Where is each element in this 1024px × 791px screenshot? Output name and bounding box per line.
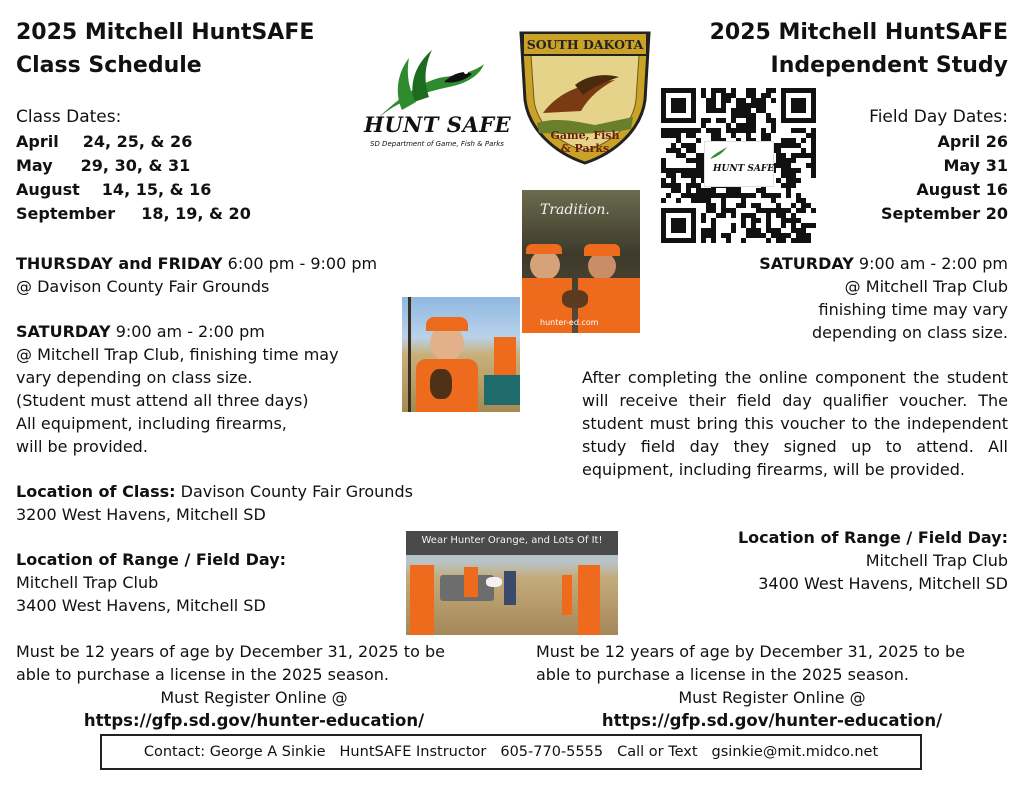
huntsafe-wordmark: HUNT SAFE	[364, 112, 512, 137]
weekday-time: 6:00 pm - 9:00 pm	[227, 254, 378, 273]
right-saturday-detail: depending on class size.	[811, 323, 1008, 342]
field-day-date: May 31	[943, 156, 1008, 175]
saturday-label: SATURDAY	[16, 322, 111, 341]
weekday-location: @ Davison County Fair Grounds	[16, 277, 270, 296]
class-location-address: 3200 West Havens, Mitchell SD	[16, 505, 266, 524]
orange-cap	[526, 244, 562, 254]
class-date-days: 24, 25, & 26	[82, 132, 193, 151]
class-date-month: April	[16, 132, 59, 151]
right-saturday-schedule	[759, 252, 1008, 275]
weekday-label: THURSDAY and FRIDAY	[16, 254, 223, 273]
left-range-address: 3400 West Havens, Mitchell SD	[16, 596, 266, 615]
orange-cap	[426, 317, 468, 331]
left-title-line2: Class Schedule	[16, 53, 202, 78]
class-date-month: August	[16, 180, 80, 199]
independent-study-paragraph: After completing the online component the student will receive their field day qualifier voucher. The student must bring this voucher to the independent study field day they signed up to attend. All equipment, including firearms, will be provided.	[582, 368, 1008, 479]
pheasant-icon	[709, 145, 729, 161]
contact-email[interactable]: gsinkie@mit.midco.net	[711, 744, 879, 760]
saturday-label: SATURDAY	[759, 254, 854, 273]
saturday-detail: All equipment, including firearms,	[16, 414, 287, 433]
qr-finder-square	[671, 98, 686, 113]
sd-gfp-bottom-text: Game, Fish & Parks	[550, 129, 620, 155]
left-register-url[interactable]: https://gfp.sd.gov/hunter-education/	[83, 711, 425, 730]
hunter-face	[588, 252, 616, 280]
right-title-line1: 2025 Mitchell HuntSAFE	[709, 20, 1008, 45]
youth-hunter-photo	[402, 297, 520, 412]
class-date-month: May	[16, 156, 53, 175]
right-register-url[interactable]: https://gfp.sd.gov/hunter-education/	[601, 711, 943, 730]
class-date-month: September	[16, 204, 116, 223]
contact-call: Call or Text	[617, 744, 698, 760]
dog-crate	[484, 375, 520, 405]
right-range-label: Location of Range / Field Day:	[737, 528, 1008, 547]
hunter-figure	[504, 571, 516, 605]
field-day-date: August 16	[916, 180, 1008, 199]
hunter-face	[530, 250, 560, 280]
sd-gfp-logo	[515, 25, 655, 165]
shotgun-barrel	[408, 297, 411, 412]
huntsafe-subtext: SD Department of Game, Fish & Parks	[370, 140, 504, 148]
saturday-time: 9:00 am - 2:00 pm	[115, 322, 265, 341]
saturday-schedule	[16, 320, 265, 343]
class-location	[16, 480, 413, 503]
right-saturday-detail: finishing time may vary	[818, 300, 1008, 319]
weekday-schedule	[16, 252, 377, 275]
qr-code[interactable]	[661, 88, 816, 243]
qr-center-text: HUNT SAFE	[713, 164, 775, 174]
pheasant-shape	[562, 290, 588, 308]
contact-phone[interactable]: 605-770-5555	[500, 744, 604, 760]
class-location-name: Davison County Fair Grounds	[180, 482, 413, 501]
contact-box	[100, 734, 922, 770]
hunter-figure	[410, 565, 434, 635]
right-age-line1: Must be 12 years of age by December 31, 2025 to be	[536, 642, 965, 661]
dog-figure	[486, 577, 502, 587]
class-dates-label: Class Dates:	[16, 107, 122, 127]
hunter-figure	[562, 575, 572, 615]
saturday-detail: will be provided.	[16, 437, 148, 456]
left-age-line2: able to purchase a license in the 2025 season.	[16, 665, 389, 684]
hunter-orange-photo	[406, 531, 618, 635]
left-register-label: Must Register Online @	[160, 688, 348, 707]
pheasant-icon	[354, 42, 514, 154]
class-date-days: 29, 30, & 31	[80, 156, 191, 175]
saturday-detail: @ Mitchell Trap Club, finishing time may	[16, 345, 339, 364]
saturday-detail: (Student must attend all three days)	[16, 391, 309, 410]
saturday-detail: vary depending on class size.	[16, 368, 253, 387]
class-location-label: Location of Class:	[16, 482, 176, 501]
class-date-days: 14, 15, & 16	[101, 180, 212, 199]
qr-finder-square	[791, 98, 806, 113]
field-day-date: September 20	[880, 204, 1008, 223]
field-day-date: April 26	[937, 132, 1008, 151]
banner-caption: Wear Hunter Orange, and Lots Of It!	[421, 535, 603, 546]
hunter-figure	[578, 565, 600, 635]
left-range-name: Mitchell Trap Club	[16, 573, 159, 592]
contact-name: Contact: George A Sinkie	[143, 744, 326, 760]
field-day-label: Field Day Dates:	[869, 107, 1008, 127]
class-date-row	[16, 130, 192, 153]
right-range-address: 3400 West Havens, Mitchell SD	[758, 574, 1008, 593]
right-title-line2: Independent Study	[770, 53, 1008, 78]
left-title-line1: 2025 Mitchell HuntSAFE	[16, 20, 315, 45]
left-range-label: Location of Range / Field Day:	[16, 550, 287, 569]
tradition-photo	[522, 190, 640, 333]
hunter-figure	[464, 567, 478, 597]
right-register-label: Must Register Online @	[678, 688, 866, 707]
saturday-time: 9:00 am - 2:00 pm	[858, 254, 1008, 273]
right-age-line2: able to purchase a license in the 2025 season.	[536, 665, 909, 684]
orange-cap	[584, 244, 620, 256]
qr-finder-square	[671, 218, 686, 233]
qr-center-logo	[704, 141, 774, 187]
class-date-days: 18, 19, & 20	[141, 204, 251, 223]
tradition-site: hunter-ed.com	[540, 318, 599, 327]
class-date-row	[16, 154, 190, 177]
contact-role: HuntSAFE Instructor	[339, 744, 487, 760]
huntsafe-logo	[354, 42, 514, 154]
sd-gfp-top-text: SOUTH DAKOTA	[526, 37, 644, 52]
right-saturday-detail: @ Mitchell Trap Club	[844, 277, 1008, 296]
left-age-line1: Must be 12 years of age by December 31, 2025 to be	[16, 642, 445, 661]
class-date-row	[16, 202, 251, 225]
tradition-caption: Tradition.	[540, 202, 610, 218]
pheasant-shape	[430, 369, 452, 399]
right-range-name: Mitchell Trap Club	[865, 551, 1008, 570]
class-date-row	[16, 178, 211, 201]
